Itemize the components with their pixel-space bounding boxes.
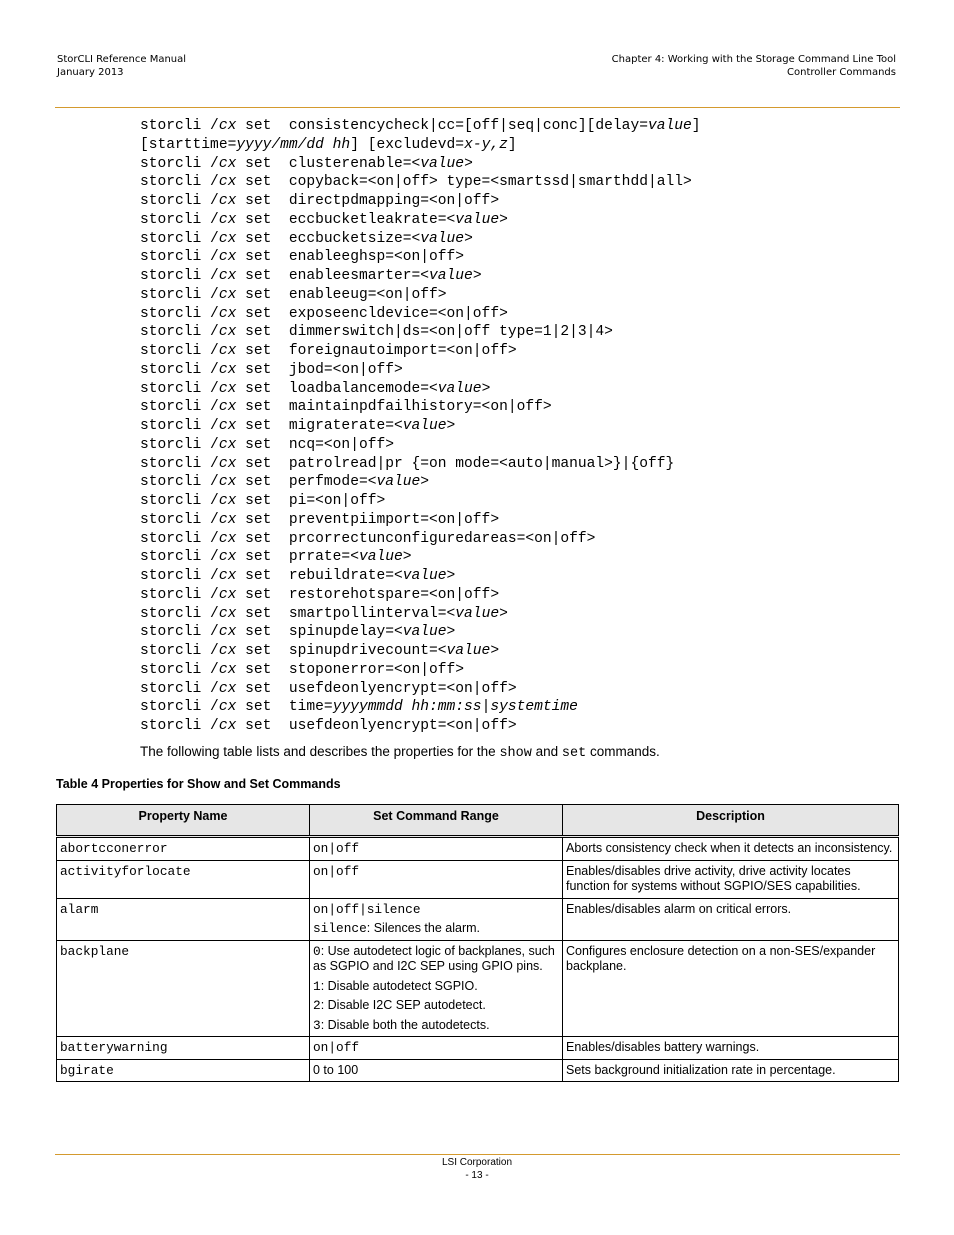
code-line — [140, 548, 880, 567]
code-text: set exposeencldevice=<on|off> — [236, 305, 508, 322]
property-name: alarm — [57, 898, 310, 940]
table-row — [57, 898, 899, 940]
code-text: set preventpiimport=<on|off> — [236, 511, 500, 528]
code-placeholder: cx — [218, 399, 237, 416]
code-placeholder: x-y,z — [464, 136, 508, 153]
code-text: storcli / — [140, 193, 219, 209]
code-line — [140, 642, 880, 661]
code-text: set maintainpdfailhistory=<on|off> — [236, 399, 552, 416]
code-placeholder: cx — [218, 286, 237, 303]
code-text: > — [481, 380, 491, 397]
code-text: set patrolread|pr {=on mode=<auto|manual>}|{off} — [236, 455, 675, 472]
code-placeholder: cx — [218, 230, 237, 247]
code-text: > — [402, 549, 412, 566]
set-range — [310, 837, 563, 861]
code-line — [140, 473, 880, 492]
code-text: storcli / — [140, 211, 219, 228]
code-placeholder: value — [420, 230, 465, 247]
code-placeholder: cx — [218, 324, 237, 341]
code-text: storcli / — [140, 230, 219, 247]
code-text: storcli / — [140, 718, 219, 734]
code-text: storcli / — [140, 343, 219, 359]
code-text: set ncq=<on|off> — [236, 436, 394, 453]
code-placeholder: cx — [218, 586, 237, 603]
chapter-title: Chapter 4: Working with the Storage Command Line Tool — [611, 54, 896, 65]
code-placeholder: cx — [218, 549, 237, 566]
section-title: Controller Commands — [787, 67, 896, 78]
code-text: set foreignautoimport=<on|off> — [236, 343, 517, 359]
property-description: Aborts consistency check when it detects an inconsistency. — [563, 837, 899, 861]
range-text: : Disable both the autodetects. — [320, 1017, 490, 1032]
range-code: on|off|silence — [313, 901, 421, 917]
range-entry — [313, 841, 559, 857]
code-placeholder: cx — [218, 343, 237, 359]
intro-paragraph — [140, 743, 660, 763]
range-text: : Silences the alarm. — [366, 921, 481, 935]
code-line — [140, 586, 880, 605]
code-placeholder: cx — [218, 643, 237, 659]
range-entry — [313, 1063, 559, 1079]
range-entry — [313, 979, 559, 995]
range-code: 2 — [313, 998, 321, 1013]
code-text: set jbod=<on|off> — [236, 361, 403, 378]
code-text: storcli / — [140, 661, 219, 678]
set-range — [310, 1059, 563, 1082]
code-text: set copyback=<on|off> type=<smartssd|smarthdd|all> — [236, 174, 692, 191]
code-text: set dimmerswitch|ds=<on|off type=1|2|3|4> — [236, 324, 613, 341]
code-line — [140, 117, 880, 136]
table-row — [57, 860, 899, 898]
range-entry — [313, 998, 559, 1014]
property-name: activityforlocate — [57, 860, 310, 898]
code-line — [140, 605, 880, 624]
code-text: set consistencycheck|cc=[off|seq|conc][delay= — [236, 118, 648, 134]
company-name: LSI Corporation — [441, 1157, 513, 1168]
code-line — [140, 567, 880, 586]
property-name: abortcconerror — [57, 837, 310, 861]
range-code: 0 — [313, 943, 321, 959]
code-line — [140, 698, 880, 717]
running-header-left — [57, 53, 186, 79]
code-placeholder: value — [455, 605, 500, 622]
code-line — [140, 436, 880, 455]
properties-table — [56, 804, 899, 1082]
code-placeholder: cx — [218, 718, 237, 734]
table-caption: Table 4 Properties for Show and Set Commands — [56, 777, 341, 791]
range-text: : Use autodetect logic of backplanes, such as SGPIO and I2C SEP using GPIO pins. — [313, 943, 555, 973]
property-description: Enables/disables alarm on critical errors. — [563, 898, 899, 940]
code-placeholder: cx — [218, 361, 237, 378]
code-line — [140, 248, 880, 267]
code-text: set enableesmarter=< — [236, 268, 430, 284]
code-text: set clusterenable=< — [236, 155, 421, 172]
range-entry — [313, 864, 559, 880]
code-text: storcli / — [140, 174, 219, 191]
code-line — [140, 173, 880, 192]
property-description: Enables/disables drive activity, drive activity locates function for systems without SGPIO/SES capabilities. — [563, 860, 899, 898]
code-placeholder: cx — [218, 249, 237, 266]
code-text: > — [490, 643, 500, 659]
set-command: set — [561, 746, 587, 761]
code-text: set migraterate=< — [236, 418, 403, 434]
code-placeholder: cx — [218, 530, 237, 547]
range-entry — [313, 1040, 559, 1056]
code-placeholder: value — [429, 268, 473, 284]
code-text: set pi=<on|off> — [236, 493, 386, 509]
set-range — [310, 1037, 563, 1060]
code-text: set loadbalancemode=< — [236, 380, 438, 397]
code-text: storcli / — [140, 249, 219, 266]
code-text: > — [464, 230, 473, 247]
code-text: > — [499, 605, 508, 622]
code-text: > — [420, 474, 430, 491]
code-placeholder: value — [358, 549, 403, 566]
column-header-property: Property Name — [57, 805, 310, 837]
code-placeholder: value — [402, 624, 447, 641]
code-line — [140, 398, 880, 417]
code-text: storcli / — [140, 380, 219, 397]
code-placeholder: yyyy/mm/dd hh — [236, 136, 351, 153]
command-syntax-block — [140, 117, 880, 736]
code-text: set eccbucketsize=< — [236, 230, 421, 247]
code-text: storcli / — [140, 286, 219, 303]
code-line — [140, 661, 880, 680]
code-placeholder: cx — [218, 605, 237, 622]
code-text: set stoponerror=<on|off> — [236, 661, 465, 678]
code-line — [140, 136, 880, 155]
table-row — [57, 1059, 899, 1082]
code-line — [140, 623, 880, 642]
code-line — [140, 511, 880, 530]
code-placeholder: cx — [218, 211, 237, 228]
show-command: show — [499, 746, 532, 761]
code-text: set prrate=< — [236, 549, 359, 566]
code-text: ] — [691, 118, 701, 134]
code-text: set eccbucketleakrate=< — [236, 211, 456, 228]
code-text: > — [446, 418, 456, 434]
code-text: storcli / — [140, 474, 219, 491]
intro-text: The following table lists and describes the properties for the — [140, 744, 500, 759]
code-text: storcli / — [140, 305, 219, 322]
code-placeholder: cx — [218, 511, 237, 528]
property-name: bgirate — [57, 1059, 310, 1082]
code-placeholder: cx — [218, 268, 237, 284]
range-entry — [313, 944, 559, 975]
table-header-row — [57, 805, 899, 837]
code-placeholder: cx — [218, 155, 237, 172]
code-text: set smartpollinterval=< — [236, 605, 456, 622]
intro-text: commands. — [586, 744, 660, 759]
code-placeholder: yyyymmdd hh:mm:ss|systemtime — [332, 699, 578, 716]
code-placeholder: cx — [218, 455, 237, 472]
code-text: storcli / — [140, 399, 219, 416]
range-entry — [313, 921, 559, 937]
code-line — [140, 455, 880, 474]
code-text: storcli / — [140, 568, 219, 584]
code-placeholder: cx — [218, 568, 237, 584]
code-text: storcli / — [140, 586, 219, 603]
code-text: storcli / — [140, 155, 219, 172]
code-placeholder: cx — [218, 418, 237, 434]
code-text: > — [499, 211, 508, 228]
code-text: set usefdeonlyencrypt=<on|off> — [236, 718, 517, 734]
range-code: on|off — [313, 863, 360, 879]
code-placeholder: cx — [218, 193, 237, 209]
code-text: set usefdeonlyencrypt=<on|off> — [236, 680, 517, 697]
code-text: storcli / — [140, 493, 219, 509]
table-row — [57, 837, 899, 861]
code-text: set enableeug=<on|off> — [236, 286, 447, 303]
code-placeholder: value — [647, 118, 692, 134]
code-text: storcli / — [140, 699, 219, 716]
code-placeholder: value — [402, 418, 447, 434]
manual-date: January 2013 — [57, 67, 124, 78]
code-text: storcli / — [140, 268, 219, 284]
code-text: set prcorrectunconfiguredareas=<on|off> — [236, 530, 596, 547]
code-line — [140, 492, 880, 511]
code-text: > — [472, 268, 482, 284]
header-rule — [55, 107, 900, 108]
code-line — [140, 267, 880, 286]
code-placeholder: cx — [218, 174, 237, 191]
column-header-range: Set Command Range — [310, 805, 563, 837]
range-code: 1 — [313, 978, 321, 994]
code-placeholder: cx — [218, 661, 237, 678]
table-body — [57, 837, 899, 1082]
code-text: storcli / — [140, 624, 219, 641]
range-code: on|off — [313, 841, 360, 856]
code-text: > — [446, 624, 456, 641]
code-text: storcli / — [140, 436, 219, 453]
code-placeholder: value — [455, 211, 500, 228]
code-line — [140, 417, 880, 436]
code-placeholder: cx — [218, 305, 237, 322]
code-text: set rebuildrate=< — [236, 568, 403, 584]
range-text: : Disable I2C SEP autodetect. — [320, 998, 486, 1012]
set-range — [310, 860, 563, 898]
code-line — [140, 192, 880, 211]
code-line — [140, 680, 880, 699]
range-entry — [313, 902, 559, 918]
code-text: [starttime= — [140, 136, 237, 153]
code-line — [140, 286, 880, 305]
code-text: storcli / — [140, 643, 219, 659]
code-text: set time= — [236, 699, 333, 716]
code-text: > — [446, 568, 456, 584]
code-line — [140, 305, 880, 324]
code-placeholder: cx — [218, 380, 237, 397]
page-footer — [0, 1156, 954, 1182]
range-text: : Disable autodetect SGPIO. — [320, 978, 478, 993]
code-text: storcli / — [140, 118, 219, 134]
range-code: on|off — [313, 1040, 360, 1055]
code-text: storcli / — [140, 549, 219, 566]
code-text: set perfmode=< — [236, 474, 377, 491]
code-text: set spinupdelay=< — [236, 624, 403, 641]
code-text: storcli / — [140, 361, 219, 378]
code-placeholder: value — [402, 568, 447, 584]
property-description: Configures enclosure detection on a non-SES/expander backplane. — [563, 940, 899, 1037]
code-line — [140, 211, 880, 230]
code-placeholder: cx — [218, 436, 237, 453]
code-line — [140, 230, 880, 249]
code-line — [140, 323, 880, 342]
table-row — [57, 940, 899, 1037]
code-line — [140, 530, 880, 549]
code-placeholder: cx — [218, 624, 237, 641]
property-name: backplane — [57, 940, 310, 1037]
code-line — [140, 717, 880, 736]
property-description: Enables/disables battery warnings. — [563, 1037, 899, 1060]
code-text: storcli / — [140, 530, 219, 547]
set-range — [310, 898, 563, 940]
running-header-right — [612, 53, 896, 79]
range-text: 0 to 100 — [313, 1062, 359, 1077]
code-text: set directpdmapping=<on|off> — [236, 193, 500, 209]
code-text: set spinupdrivecount=< — [236, 643, 447, 659]
range-entry — [313, 1018, 559, 1034]
range-code: 3 — [313, 1017, 321, 1033]
code-placeholder: cx — [218, 493, 237, 509]
code-line — [140, 380, 880, 399]
code-text: set enableeghsp=<on|off> — [236, 249, 465, 266]
manual-title: StorCLI Reference Manual — [57, 54, 187, 65]
code-placeholder: value — [376, 474, 421, 491]
table-row — [57, 1037, 899, 1060]
code-placeholder: value — [437, 380, 482, 397]
property-description: Sets background initialization rate in percentage. — [563, 1059, 899, 1082]
code-placeholder: cx — [218, 118, 237, 134]
code-line — [140, 361, 880, 380]
code-text: storcli / — [140, 511, 219, 528]
code-text: ] — [507, 136, 517, 153]
set-range — [310, 940, 563, 1037]
intro-text: and — [531, 744, 562, 759]
code-text: storcli / — [140, 324, 219, 341]
code-placeholder: value — [420, 155, 465, 172]
code-text: > — [464, 155, 473, 172]
code-text: storcli / — [140, 605, 219, 622]
code-text: storcli / — [140, 455, 219, 472]
code-placeholder: cx — [218, 680, 237, 697]
footer-rule — [55, 1154, 900, 1155]
code-placeholder: value — [446, 643, 491, 659]
page-number: - 13 - — [465, 1170, 489, 1181]
code-placeholder: cx — [218, 699, 237, 716]
code-text: ] [excludevd= — [350, 136, 465, 153]
code-text: storcli / — [140, 680, 219, 697]
code-text: storcli / — [140, 418, 219, 434]
code-text: set restorehotspare=<on|off> — [236, 586, 500, 603]
code-line — [140, 155, 880, 174]
property-name: batterywarning — [57, 1037, 310, 1060]
code-placeholder: cx — [218, 474, 237, 491]
range-code: silence — [313, 921, 367, 936]
column-header-description: Description — [563, 805, 899, 837]
code-line — [140, 342, 880, 361]
